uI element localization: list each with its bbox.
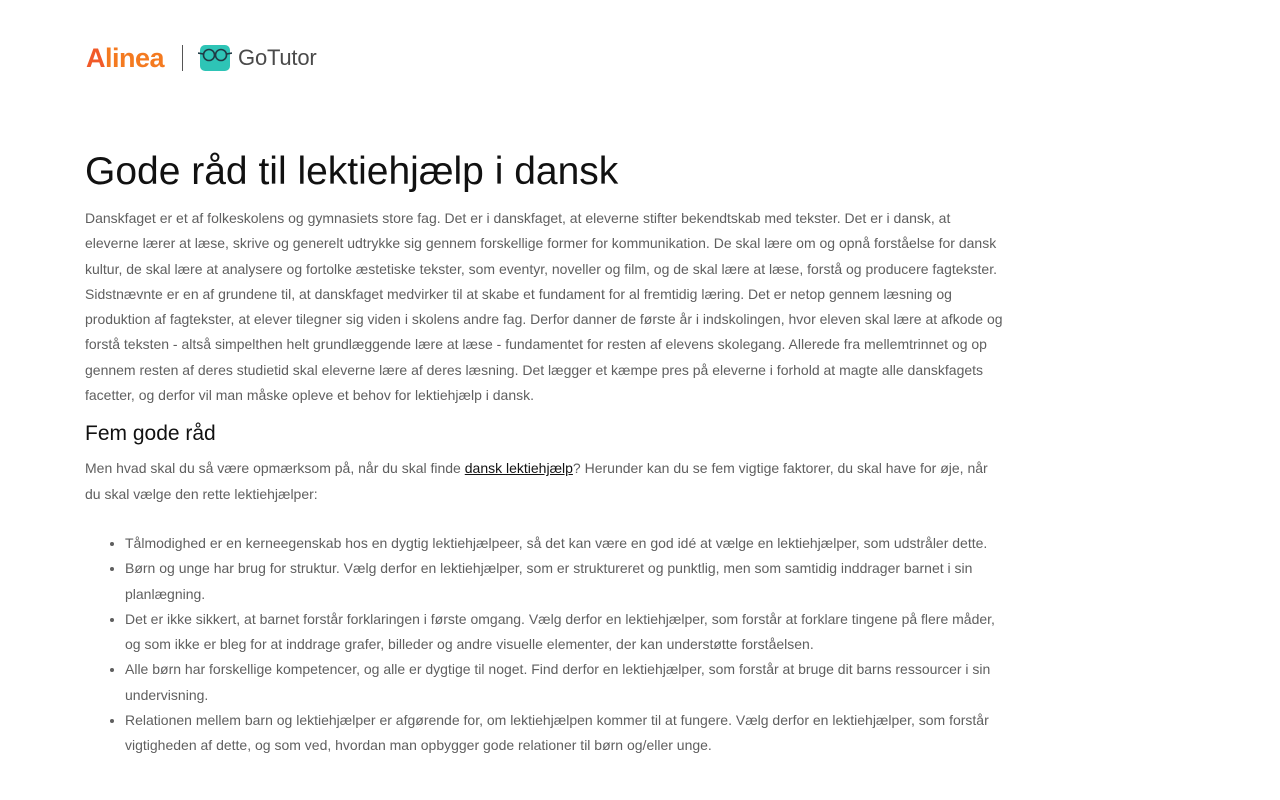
list-item: • Tålmodighed er en kerneegenskab hos en dygtig lektiehjælpeer, så det kan være en god idé at vælge en lektiehjælper, som udstråler dette. (125, 531, 1005, 556)
section-intro-text-before: Men hvad skal du så være opmærksom på, når du skal finde (85, 460, 465, 477)
list-item: • Relationen mellem barn og lektiehjælper er afgørende for, om lektiehjælpen kommer til at fungere. Vælg derfor en lektiehjælper, som forstår vigtigheden af dette, og som ved, hvordan man opbygger gode relationer til børn og/eller unge. (125, 708, 1005, 759)
gotutor-logo[interactable] (198, 44, 316, 72)
page-title: Gode råd til lektiehjælp i dansk (85, 150, 619, 193)
tips-list (85, 531, 1005, 759)
logo-divider (182, 45, 183, 71)
list-item: • Børn og unge har brug for struktur. Vælg derfor en lektiehjælper, som er struktureret og punktlig, men som samtidig inddrager barnet i sin planlægning. (125, 556, 1005, 607)
section-intro-paragraph (85, 456, 1005, 507)
intro-paragraph: Danskfaget er et af folkeskolens og gymnasiets store fag. Det er i danskfaget, at eleverne stifter bekendtskab med tekster. Det er i dansk, at eleverne lærer at læse, skrive og generelt udtrykke sig gennem forskellige former for kommunikation. De skal lære om og opnå forståelse for dansk kultur, de skal lære at analysere og fortolke æstetiske tekster, som eventyr, noveller og film, og de skal lære at læse, forstå og producere fagtekster. Sidstnævnte er en af grundene til, at danskfaget medvirker til at skabe et fundament for al fremtidig læring. Det er netop gennem læsning og produktion af fagtekster, at elever tilegner sig viden i skolens andre fag. Derfor danner de første år i indskolingen, hvor eleven skal lære at afkode og forstå teksten - altså simpelthen helt grundlæggende lære at læse - fundamentet for resten af elevens skolegang. Allerede fra mellemtrinnet og op gennem resten af deres studietid skal eleverne lære af deres læsning. Det lægger et kæmpe pres på eleverne i forhold at magte alle danskfagets facetter, og derfor vil man måske opleve et behov for lektiehjælp i dansk. (85, 210, 1003, 404)
list-item: • Alle børn har forskellige kompetencer, og alle er dygtige til noget. Find derfor en lektiehjælper, som forstår at bruge dit barns ressourcer i sin undervisning. (125, 657, 1005, 708)
gotutor-glasses-icon (198, 44, 232, 72)
section-intro-text-after: ? Herunder kan du se fem vigtige faktorer, du skal have for øje, når du skal vælge den rette lektiehjælper: (85, 460, 988, 502)
alinea-logo-letter: A (86, 42, 105, 73)
gotutor-logo-text: GoTutor (238, 45, 317, 70)
site-header (86, 42, 317, 74)
article (85, 148, 1005, 759)
list-item: • Det er ikke sikkert, at barnet forstår forklaringen i første omgang. Vælg derfor en lektiehjælper, som forstår at forklare tingene på flere måder, og som ikke er bleg for at inddrage grafer, billeder og andre visuelle elementer, der kan understøtte forståelsen. (125, 607, 1005, 658)
alinea-logo-text: linea (105, 42, 165, 73)
section-title: Fem gode råd (85, 422, 216, 446)
alinea-logo[interactable] (86, 42, 165, 73)
dansk-lektiehjaelp-link[interactable]: dansk lektiehjælp (464, 460, 573, 477)
